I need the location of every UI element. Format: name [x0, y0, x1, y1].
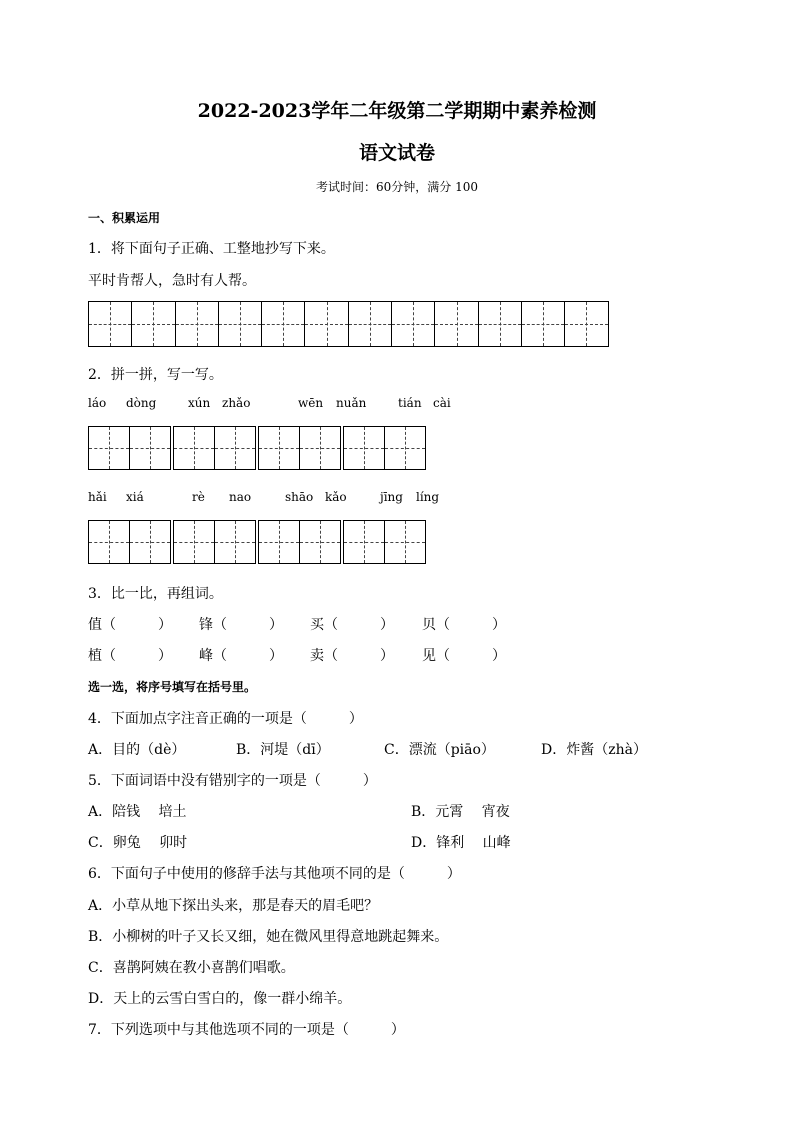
- word-compare-item: 买（ ）: [310, 617, 394, 633]
- question-3-prompt: 3．比一比，再组词。: [88, 586, 223, 602]
- question-2-prompt: 2．拼一拼，写一写。: [88, 367, 223, 383]
- writing-box[interactable]: [304, 301, 348, 347]
- option-d[interactable]: D．炸酱（zhà）: [541, 742, 647, 758]
- section-instruction: 选一选，将序号填写在括号里。: [88, 680, 257, 694]
- pinyin: wēn: [298, 396, 324, 410]
- word-compare-item: 值（ ）: [88, 617, 172, 633]
- writing-box[interactable]: [218, 301, 262, 347]
- question-1-sentence: 平时肯帮人，急时有人帮。: [88, 273, 256, 289]
- writing-box[interactable]: [131, 301, 175, 347]
- writing-box[interactable]: [88, 520, 130, 564]
- writing-box[interactable]: [214, 520, 256, 564]
- writing-box[interactable]: [299, 520, 341, 564]
- word-compare-item: 峰（ ）: [199, 648, 283, 664]
- writing-box[interactable]: [129, 426, 171, 470]
- pinyin: xiá: [126, 490, 144, 504]
- writing-box[interactable]: [214, 426, 256, 470]
- pinyin: zhǎo: [222, 396, 251, 410]
- pinyin: kǎo: [325, 490, 347, 504]
- option-c[interactable]: C．卵兔 卯时: [88, 835, 188, 851]
- option-a[interactable]: A．陪钱 培土: [88, 804, 187, 820]
- word-compare-item: 见（ ）: [422, 648, 506, 664]
- option-c[interactable]: C．漂流（piāo）: [384, 742, 495, 758]
- question-4-prompt: 4．下面加点字注音正确的一项是（ ）: [88, 711, 363, 727]
- pinyin: tián: [398, 396, 422, 410]
- writing-box[interactable]: [88, 426, 130, 470]
- writing-box[interactable]: [175, 301, 219, 347]
- page-title: 2022-2023学年二年级第二学期期中素养检测: [197, 100, 597, 122]
- question-1-prompt: 1．将下面句子正确、工整地抄写下来。: [88, 241, 335, 257]
- question-7-prompt: 7．下列选项中与其他选项不同的一项是（ ）: [88, 1022, 405, 1038]
- word-compare-item: 卖（ ）: [310, 648, 394, 664]
- question-5-prompt: 5．下面词语中没有错别字的一项是（ ）: [88, 773, 377, 789]
- option-d[interactable]: D．锋利 山峰: [411, 835, 511, 851]
- option-b[interactable]: B．元霄 宵夜: [411, 804, 510, 820]
- option-b[interactable]: B．小柳树的叶子又长又细，她在微风里得意地跳起舞来。: [88, 929, 449, 945]
- pinyin: cài: [433, 396, 451, 410]
- pinyin: líng: [416, 490, 440, 504]
- writing-box[interactable]: [434, 301, 478, 347]
- writing-box[interactable]: [521, 301, 565, 347]
- writing-box[interactable]: [343, 520, 385, 564]
- writing-box[interactable]: [391, 301, 435, 347]
- question-6-prompt: 6．下面句子中使用的修辞手法与其他项不同的是（ ）: [88, 866, 461, 882]
- word-compare-item: 贝（ ）: [422, 617, 506, 633]
- writing-box[interactable]: [564, 301, 608, 347]
- section-heading: 一、积累运用: [88, 211, 161, 225]
- pinyin: nao: [229, 490, 252, 504]
- option-d[interactable]: D．天上的云雪白雪白的，像一群小绵羊。: [88, 991, 352, 1007]
- pinyin: rè: [192, 490, 205, 504]
- writing-box[interactable]: [348, 301, 392, 347]
- writing-box[interactable]: [261, 301, 305, 347]
- option-a[interactable]: A．小草从地下探出头来，那是春天的眉毛吧？: [88, 898, 379, 914]
- writing-box[interactable]: [258, 520, 300, 564]
- pinyin: jīng: [380, 490, 403, 504]
- pinyin-grid-row-1[interactable]: [88, 426, 428, 470]
- pinyin: xún: [188, 396, 211, 410]
- word-compare-item: 锋（ ）: [199, 617, 283, 633]
- writing-box[interactable]: [299, 426, 341, 470]
- writing-box[interactable]: [258, 426, 300, 470]
- writing-box[interactable]: [173, 520, 215, 564]
- pinyin: láo: [88, 396, 107, 410]
- pinyin: shāo: [285, 490, 314, 504]
- pinyin-grid-row-2[interactable]: [88, 520, 428, 564]
- option-c[interactable]: C．喜鹊阿姨在教小喜鹊们唱歌。: [88, 960, 295, 976]
- writing-box[interactable]: [88, 301, 132, 347]
- writing-box[interactable]: [384, 426, 426, 470]
- copy-writing-grid[interactable]: [88, 301, 609, 347]
- pinyin: hǎi: [88, 490, 107, 504]
- word-compare-item: 植（ ）: [88, 648, 172, 664]
- option-a[interactable]: A．目的（dè）: [88, 742, 186, 758]
- option-b[interactable]: B．河堤（dī）: [236, 742, 330, 758]
- pinyin: nuǎn: [336, 396, 367, 410]
- writing-box[interactable]: [384, 520, 426, 564]
- exam-info: 考试时间：60分钟，满分 100: [316, 180, 478, 194]
- page-subtitle: 语文试卷: [358, 142, 435, 164]
- writing-box[interactable]: [343, 426, 385, 470]
- writing-box[interactable]: [173, 426, 215, 470]
- writing-box[interactable]: [478, 301, 522, 347]
- pinyin: dòng: [126, 396, 157, 410]
- writing-box[interactable]: [129, 520, 171, 564]
